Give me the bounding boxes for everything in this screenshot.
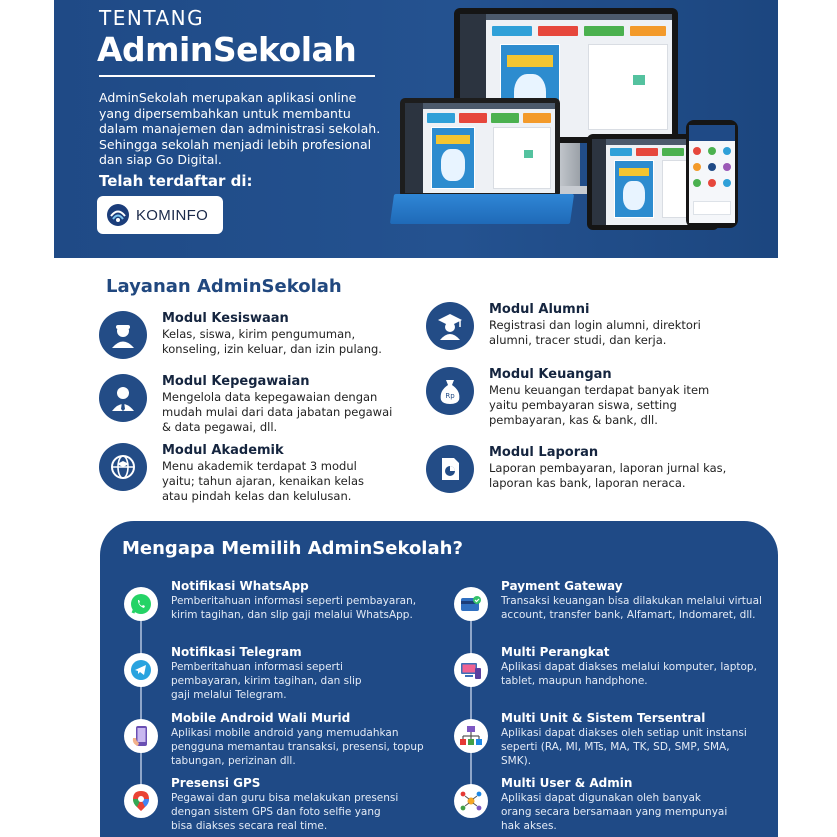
services-section-title: Layanan AdminSekolah — [106, 276, 342, 297]
devices-icon — [454, 653, 488, 687]
hierarchy-icon — [454, 719, 488, 753]
graduate-icon — [426, 302, 474, 350]
report-icon — [426, 445, 474, 493]
feature-name: Multi User & Admin — [501, 776, 633, 790]
feature-name: Presensi GPS — [171, 776, 261, 790]
feature-description: Aplikasi dapat diakses oleh setiap unit instansi seperti (RA, MI, MTs, MA, TK, SD, SMP, SMA, SMK). — [501, 727, 747, 767]
globe-icon — [99, 443, 147, 491]
kominfo-label: KOMINFO — [136, 206, 209, 224]
feature-name: Multi Perangkat — [501, 645, 610, 659]
service-description: Menu akademik terdapat 3 modul yaitu; tahun ajaran, kenaikan kelas atau pindah kelas dan kelulusan. — [162, 459, 364, 503]
service-name: Modul Alumni — [489, 302, 590, 317]
feature-description: Transaksi keuangan bisa dilakukan melalui virtual account, transfer bank, Alfamart, Indomaret, dll. — [501, 595, 762, 621]
service-description: Registrasi dan login alumni, direktori alumni, tracer studi, dan kerja. — [489, 318, 701, 347]
feature-name: Payment Gateway — [501, 579, 623, 593]
hero-subtitle: TENTANG — [99, 6, 205, 30]
mobile-phone-icon — [124, 719, 158, 753]
hero-divider — [99, 75, 375, 77]
feature-name: Notifikasi Telegram — [171, 645, 302, 659]
service-name: Modul Akademik — [162, 443, 284, 458]
feature-name: Notifikasi WhatsApp — [171, 579, 309, 593]
map-pin-icon — [124, 784, 158, 818]
timeline-left — [140, 604, 142, 800]
service-description: Laporan pembayaran, laporan jurnal kas, laporan kas bank, laporan neraca. — [489, 461, 727, 490]
hero-banner — [54, 0, 778, 258]
whatsapp-icon — [124, 587, 158, 621]
service-name: Modul Laporan — [489, 445, 599, 460]
svg-text:Rp: Rp — [445, 392, 455, 400]
employee-icon — [99, 374, 147, 422]
hero-description: AdminSekolah merupakan aplikasi online yang dipersembahkan untuk membantu dalam manajemen dan administrasi sekolah. Sehingga sekolah menjadi lebih profesional dan siap Go Digital. — [99, 90, 381, 167]
feature-name: Multi Unit & Sistem Tersentral — [501, 711, 706, 725]
feature-description: Aplikasi dapat diakses melalui komputer, laptop, tablet, maupun handphone. — [501, 661, 757, 687]
payment-card-icon — [454, 587, 488, 621]
service-description: Mengelola data kepegawaian dengan mudah mulai dari data jabatan pegawai & data pegawai, dll. — [162, 390, 393, 434]
hero-title: AdminSekolah — [97, 30, 357, 69]
feature-description: Pegawai dan guru bisa melakukan presensi dengan sistem GPS dan foto selfie yang bisa diakses secara real time. — [171, 792, 399, 832]
laptop-mockup — [400, 98, 572, 228]
registered-label: Telah terdaftar di: — [99, 172, 253, 190]
kominfo-badge — [97, 196, 223, 234]
service-name: Modul Kesiswaan — [162, 311, 289, 326]
service-description: Menu keuangan terdapat banyak item yaitu pembayaran siswa, setting pembayaran, kas & bank, dll. — [489, 383, 710, 427]
student-icon — [99, 311, 147, 359]
service-name: Modul Kepegawaian — [162, 374, 310, 389]
why-section-title: Mengapa Memilih AdminSekolah? — [122, 538, 463, 559]
feature-description: Pemberitahuan informasi seperti pembayaran, kirim tagihan, dan slip gaji melalui WhatsApp. — [171, 595, 417, 621]
timeline-right — [470, 604, 472, 800]
phone-mockup — [686, 120, 738, 228]
telegram-icon — [124, 653, 158, 687]
feature-description: Pemberitahuan informasi seperti pembayaran, kirim tagihan, dan slip gaji melalui Telegram. — [171, 661, 362, 701]
kominfo-logo-icon — [105, 202, 131, 228]
feature-name: Mobile Android Wali Murid — [171, 711, 351, 725]
feature-description: Aplikasi dapat digunakan oleh banyak orang secara bersamaan yang mempunyai hak akses. — [501, 792, 728, 832]
feature-description: Aplikasi mobile android yang memudahkan pengguna memantau transaksi, presensi, topup tabungan, perizinan dll. — [171, 727, 424, 767]
money-bag-icon — [426, 367, 474, 415]
users-network-icon — [454, 784, 488, 818]
service-name: Modul Keuangan — [489, 367, 612, 382]
service-description: Kelas, siswa, kirim pengumuman, konseling, izin keluar, dan izin pulang. — [162, 327, 382, 356]
